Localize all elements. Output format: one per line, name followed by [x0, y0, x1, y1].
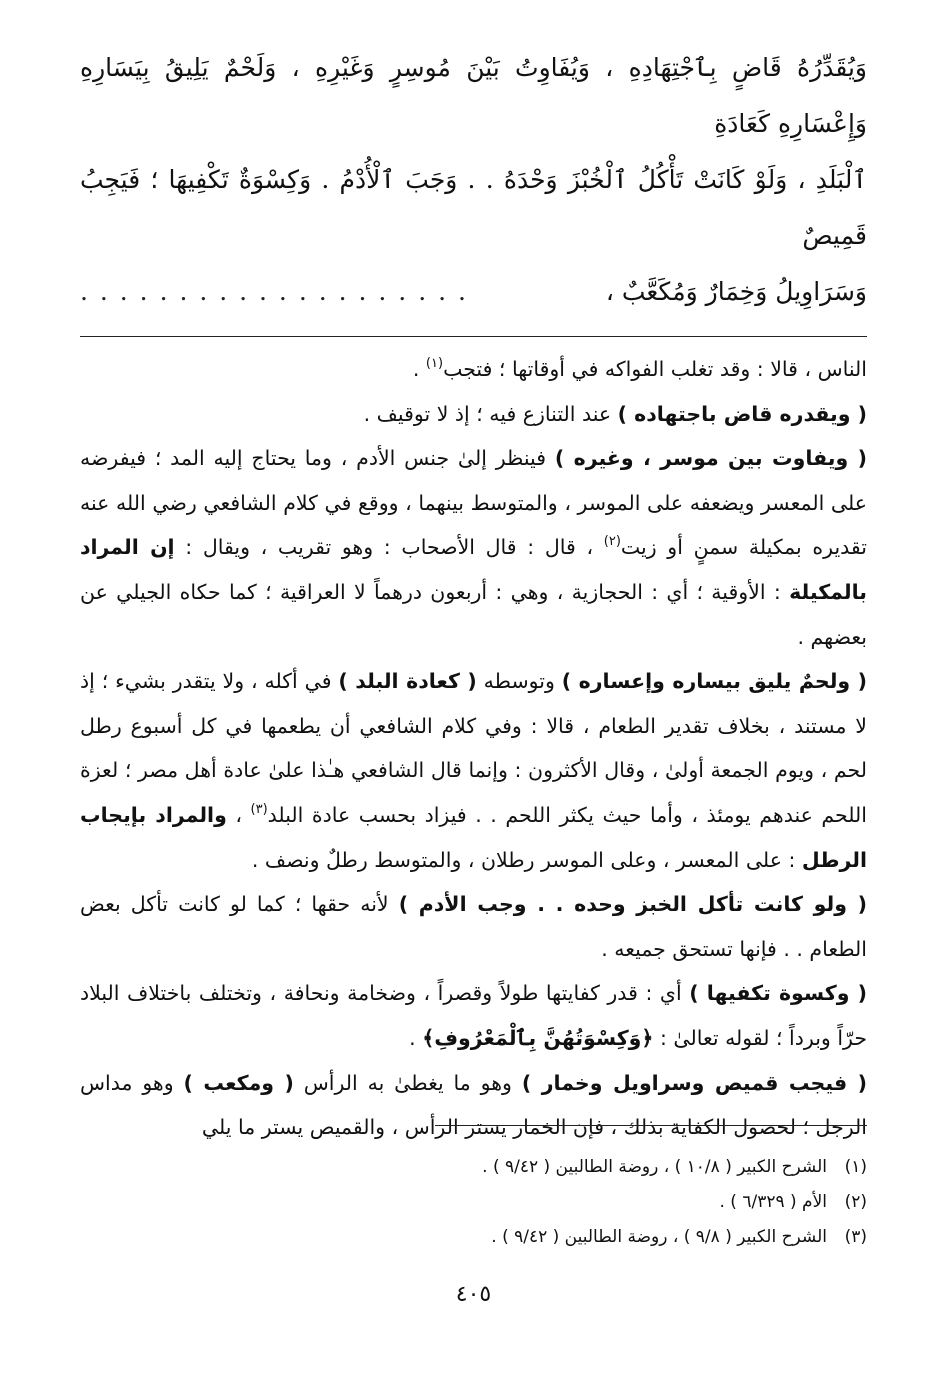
sharh-text	[80, 347, 867, 1150]
sharh-text-run: الناس ، قالا : وقد تغلب الفواكه في أوقاتها ؛ فتجب	[443, 357, 867, 381]
matn-quote: ( كعادة البلد )	[338, 669, 477, 694]
matn-line-1: وَيُقَدِّرُهُ قَاضٍ بِٱجْتِهَادِهِ ، وَيُفَاوِتُ بَيْنَ مُوسِرٍ وَغَيْرِهِ ، وَلَحْمٌ يَلِيقُ بِيَسَارِهِ وَإِعْسَارِهِ كَعَادَةِ	[80, 53, 867, 138]
footnote-text: الشرح الكبير ( ٩/٨ ) ، روضة الطالبين ( ٩/٤٢ ) .	[491, 1227, 827, 1247]
sharh-text-run: في أكله ، ولا يتقدر بشيء ؛ إذ لا مستند ، بخلاف تقدير الطعام ، قالا : وفي كلام الشافعي أن يطعمها في كل أسبوع رطل لحم ، ويوم الجمعة أولىٰ ، وقال الأكثرون : وإنما قال الشافعي هـٰذا علىٰ عادة أهل مصر ؛ لعزة اللحم عندهم يومئذ ، وأما حيث يكثر اللحم . . فيزاد بحسب عادة البلد	[80, 669, 868, 827]
quran-quote: ﴿وَكِسْوَتُهُنَّ بِٱلْمَعْرُوفِ﴾	[422, 1025, 654, 1050]
matn-quote: ( ومكعب )	[183, 1070, 294, 1095]
sharh-paragraph-6	[80, 971, 867, 1060]
sharh-text-run: .	[409, 1025, 423, 1050]
emphasis-text: والمراد بإيجاب الرطل	[80, 802, 867, 872]
page-body	[80, 40, 867, 1150]
footnote-1	[267, 1150, 867, 1185]
sharh-paragraph-2	[80, 392, 867, 437]
sharh-text-run: وهو مداس الرجل ؛ لحصول الكفاية بذلك ، فإن الخمار يستر الرأس ، والقميص يستر ما يلي	[80, 1070, 867, 1140]
matn-line-3	[80, 264, 867, 320]
matn-quote: ( فيجب قميص وسراويل وخمار )	[521, 1070, 867, 1095]
page-number: ٤٠٥	[455, 1282, 492, 1307]
sharh-text-run: ، قال : قال الأصحاب : وهو تقريب ، ويقال :	[174, 535, 604, 560]
sharh-text-run: فينظر إلىٰ جنس الأدم ، وما يحتاج إليه المد ؛ فيفرضه على المعسر ويضعفه على الموسر ، والمتوسط بينهما ، ووقع في كلام الشافعي رضي الله عنه تقديره بمكيلة سمنٍ أو زيت	[80, 446, 867, 560]
matn-dots: . . . . . . . . . . . . . . . . . . . .	[80, 277, 468, 306]
emphasis-text: إن المراد بالمكيلة	[80, 535, 867, 604]
matn-text	[80, 40, 867, 320]
sharh-text-run: عند التنازع فيه ؛ إذ لا توقيف .	[363, 401, 618, 426]
sharh-text-run: ،	[226, 802, 251, 827]
footnote-2	[267, 1185, 867, 1220]
footnote-ref-2[interactable]: (٢)	[603, 534, 621, 550]
sharh-paragraph-5	[80, 882, 867, 971]
matn-line-3-text: وَسَرَاوِيلُ وَخِمَارٌ وَمُكَعَّبٌ ،	[605, 277, 867, 306]
footnote-3	[267, 1220, 867, 1255]
footnote-number: (١)	[844, 1157, 867, 1177]
matn-quote: ( ويقدره قاض باجتهاده )	[617, 401, 867, 426]
footnote-divider	[435, 1125, 867, 1126]
sharh-text-run: أي : قدر كفايتها طولاً وقصراً ، وضخامة ونحافة ، وتختلف باختلاف البلاد حرّاً وبرداً ؛ لقوله تعالىٰ :	[80, 981, 867, 1050]
matn-quote: ( ولحمٌ يليق بيساره وإعساره )	[561, 669, 868, 694]
footnote-ref-3[interactable]: (٣)	[250, 801, 268, 817]
sharh-text-run: : الأوقية ؛ أي : الحجازية ، وهي : أربعون درهماً لا العراقية ؛ كما حكاه الجيلي عن بعضهم .	[80, 579, 867, 649]
sharh-text-run: : على المعسر ، وعلى الموسر رطلان ، والمتوسط رطلٌ ونصف .	[251, 847, 802, 872]
matn-quote: ( وكسوة تكفيها )	[689, 981, 867, 1006]
sharh-text-run: .	[412, 357, 426, 381]
sharh-paragraph-1	[80, 347, 867, 392]
sharh-paragraph-7	[80, 1061, 867, 1150]
footnote-number: (٢)	[844, 1192, 867, 1212]
sharh-paragraph-4	[80, 659, 867, 882]
footnote-text: الشرح الكبير ( ١٠/٨ ) ، روضة الطالبين ( ٩/٤٢ ) .	[482, 1157, 827, 1177]
matn-quote: ( ويفاوت بين موسر ، وغيره )	[554, 446, 867, 471]
footnote-ref-1[interactable]: (١)	[425, 356, 444, 371]
sharh-text-run: وهو ما يغطىٰ به الرأس	[293, 1070, 522, 1095]
footnote-text: الأم ( ٦/٣٢٩ ) .	[719, 1192, 827, 1212]
matn-divider	[80, 336, 867, 337]
sharh-paragraph-3	[80, 436, 867, 659]
matn-quote: ( ولو كانت تأكل الخبز وحده . . وجب الأدم )	[398, 892, 867, 917]
sharh-text-run: لأنه حقها ؛ كما لو كانت تأكل بعض الطعام . . فإنها تستحق جميعه .	[80, 892, 867, 961]
footnotes	[267, 1150, 867, 1255]
footnote-number: (٣)	[844, 1227, 867, 1247]
sharh-text-run: وتوسطه	[476, 669, 562, 694]
matn-line-2: ٱلْبَلَدِ ، وَلَوْ كَانَتْ تَأْكُلُ ٱلْخُبْزَ وَحْدَهُ . . وَجَبَ ٱلْأُدْمُ . وَكِسْوَةٌ تَكْفِيهَا ؛ فَيَجِبُ قَمِيصٌ	[80, 165, 867, 250]
